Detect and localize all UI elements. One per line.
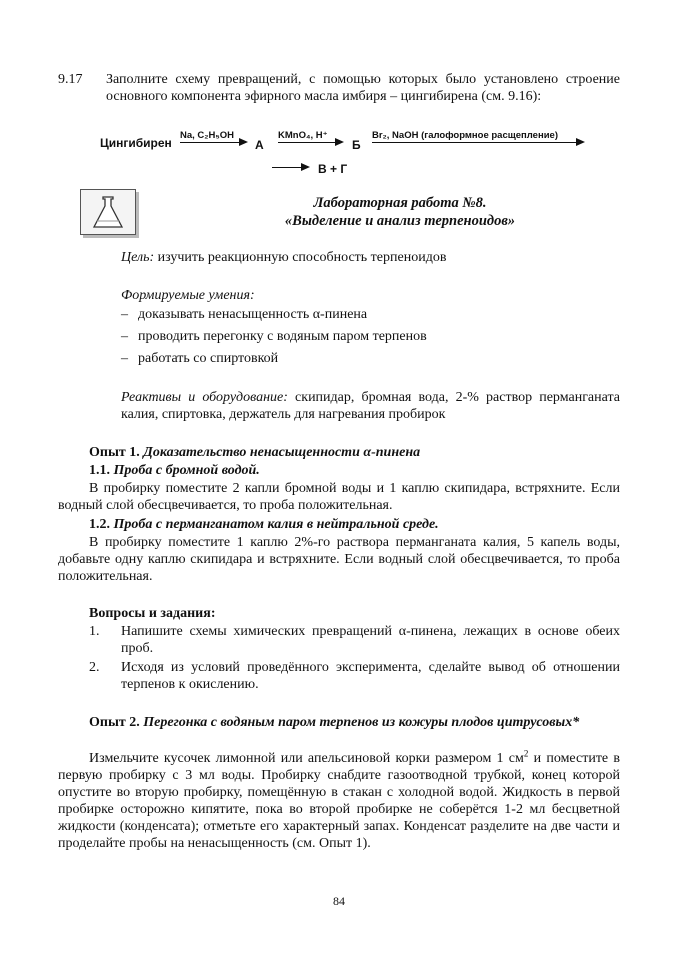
scheme-reagent-2: KMnO₄, H⁺ [278,130,328,141]
exp2-sup: 2 [523,748,529,759]
exp1-sub2-title: Проба с перманганатом калия в нейтральной среде. [113,517,439,532]
exp1-label: Опыт 1. [89,445,144,460]
skill-text: доказывать ненасыщенность α-пинена [138,307,368,322]
exp1-sub2-num: 1.2. [89,517,114,532]
scheme-products: В + Г [318,162,348,176]
flask-icon-drawing [81,190,135,234]
goal-label: Цель: [121,250,155,265]
exp2-label: Опыт 2. [89,715,144,730]
exp1-sub1-title: Проба с бромной водой. [113,463,260,478]
scheme-reagent-3: Br₂, NaOH (галоформное расщепление) [372,130,558,141]
scheme-arrow-4-head [301,163,310,171]
scheme-arrow-3-head [576,138,585,146]
lab-title-line-1: Лабораторная работа №8. [313,195,487,211]
scheme-arrow-2-head [335,138,344,146]
scheme-arrow-3 [372,142,577,143]
exp2-text-part-2: и поместите в первую пробирку с 3 мл воды. Пробирку снабдите газоотводной трубкой, конец которой опустите во вторую пробирку, помещённую в стакан с холодной водой. Жидкость в первой пробирке осторожно кипятите, пока во второй пробирке не соберётся 1-2 мл бесцветной жидкости (конденсата); отметьте его характерный запах. Конденсат разделите на две части и проделайте пробы на ненасыщенность (см. Опыт 1). [58,751,620,851]
lab-title [220,194,580,230]
question-1-text: Напишите схемы химических превращений α-пинена, лежащих в основе обеих проб. [121,624,620,656]
reagents-label: Реактивы и оборудование: [121,390,288,405]
scheme-arrow-2 [278,142,336,143]
question-2-num: 2. [89,660,100,675]
scheme-arrow-1 [180,142,240,143]
scheme-arrow-1-head [239,138,248,146]
exp1-sub1-text: В пробирку поместите 2 капли бромной воды и 1 каплю скипидара, встряхните. Если водный слой обесцвечивается, то проба положительная. [58,481,620,513]
exp1-sub1-num: 1.1. [89,463,114,478]
exp1-sub2-text: В пробирку поместите 1 каплю 2%-го раствора перманганата калия, 5 капель воды, добавьте одну каплю скипидара и встряхните. Если водный слой обесцвечивается, то проба положительная. [58,535,620,584]
exp1-sub2-heading [89,516,439,533]
reaction-scheme [100,131,620,181]
questions-title: Вопросы и задания: [89,606,216,621]
exp1-sub1-heading [89,462,260,479]
skill-text: проводить перегонку с водяным паром терпенов [138,329,427,344]
exp1-title: Доказательство ненасыщенности α-пинена [143,445,421,460]
exp1-heading [89,444,420,461]
scheme-reagent-1: Na, C₂H₅OH [180,130,234,141]
scheme-a: А [255,138,264,152]
lab-title-line-2: «Выделение и анализ терпеноидов» [284,213,516,229]
question-1-num: 1. [89,624,100,639]
exp2-text [58,750,620,852]
task-number: 9.17 [58,72,83,87]
flask-icon [80,189,136,235]
question-2-text: Исходя из условий проведённого эксперимента, сделайте вывод об отношении терпенов к окислению. [121,660,620,692]
reagents-text: скипидар, бромная вода, 2-% раствор перманганата калия, спиртовка, держатель для нагревания пробирок [121,390,620,422]
exp2-heading [58,714,620,731]
goal-text: изучить реакционную способность терпеноидов [154,250,447,265]
lab-reagents [121,389,620,423]
lab-goal [121,249,446,266]
task-text: Заполните схему превращений, с помощью которых было установлено строение основного компонента эфирного масла имбиря – цингибирена (см. 9.16): [106,72,620,104]
page-number: 84 [333,894,345,908]
skills-label: Формируемые умения: [121,288,255,303]
scheme-start: Цингибирен [100,136,172,150]
scheme-b: Б [352,138,361,152]
exp2-text-part-1: Измельчите кусочек лимонной или апельсиновой корки размером 1 см [89,751,524,766]
skill-text: работать со спиртовкой [138,351,279,366]
exp2-title: Перегонка с водяным паром терпенов из кожуры плодов цитрусовых* [143,715,580,730]
scheme-arrow-4 [272,167,302,168]
